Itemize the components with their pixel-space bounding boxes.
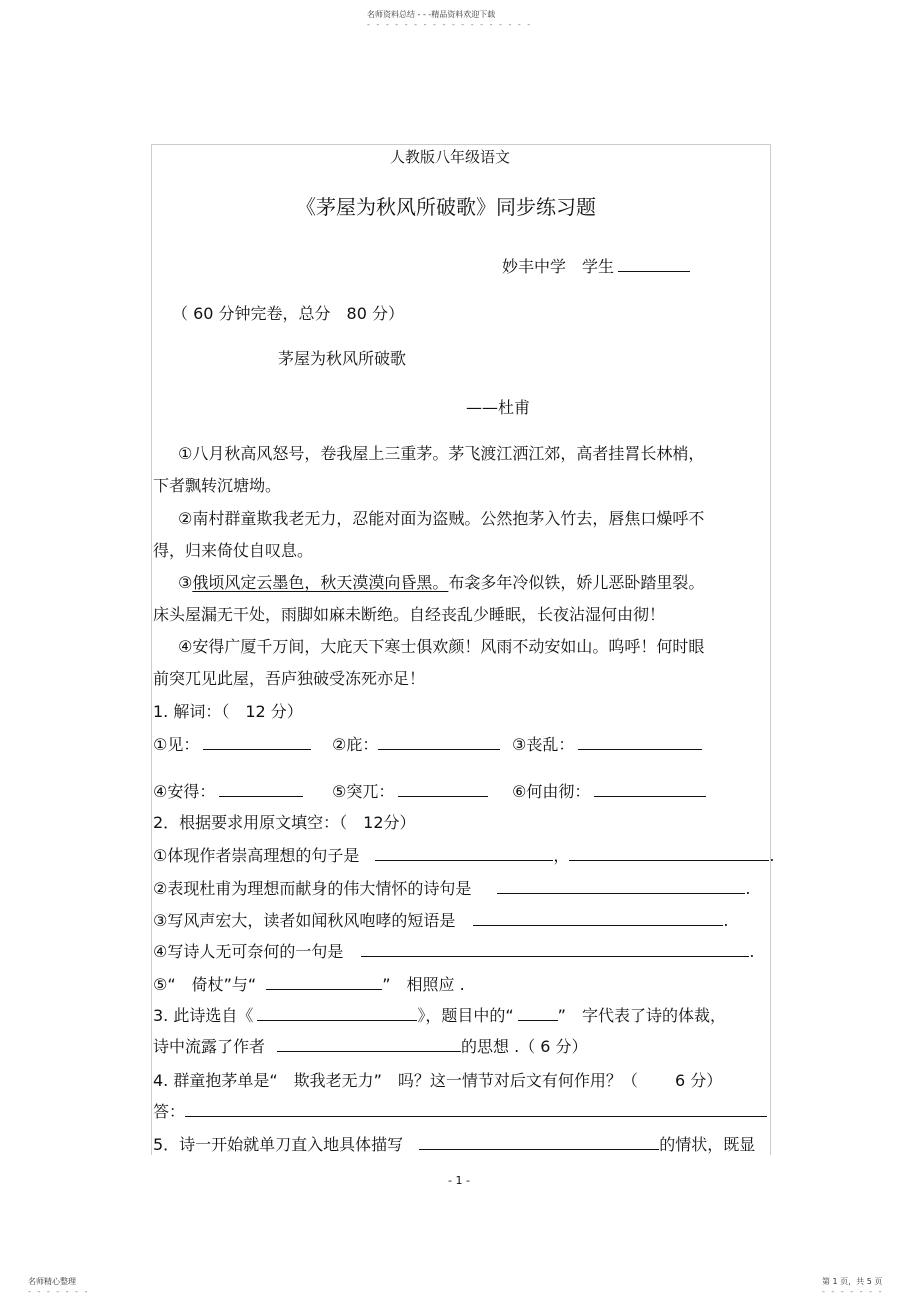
q2-item-1-blank-b[interactable]	[569, 846, 769, 861]
student-name-blank[interactable]	[618, 257, 690, 272]
q1-item-4-label: ④安得：	[153, 782, 216, 801]
stanza-3-line-2: 床头屋漏无干处，雨脚如麻未断绝。自经丧乱少睡眠，长夜沾湿何由彻！	[153, 605, 666, 624]
q1-item-6-label: ⑥何由彻：	[512, 782, 591, 801]
q1-item-1-blank[interactable]	[203, 735, 311, 750]
q4-answer-label: 答：	[153, 1102, 186, 1121]
q1-item-3	[512, 732, 702, 755]
q3-line-2-a: 诗中流露了作者	[153, 1037, 266, 1056]
q1-item-2-label: ②庇：	[332, 735, 379, 754]
grade-title: 人教版八年级语文	[390, 148, 511, 166]
q1-item-5-blank[interactable]	[398, 782, 488, 797]
q1-item-4-blank[interactable]	[219, 782, 303, 797]
q2-item-3-blank[interactable]	[473, 911, 723, 926]
footer-right-text: 第 1 页，共 5 页	[822, 1277, 883, 1286]
q2-item-2	[153, 876, 750, 899]
poem-title: 茅屋为秋风所破歌	[278, 349, 407, 368]
stanza-3-rest: 布衾多年冷似铁，娇儿恶卧踏里裂。	[448, 573, 705, 592]
stanza-3-prefix: ③	[178, 573, 193, 592]
stanza-1-line-1: ①八月秋高风怒号，卷我屋上三重茅。茅飞渡江洒江郊，高者挂罥长林梢，	[178, 444, 705, 463]
q1-item-1-label: ①见：	[153, 735, 200, 754]
school-student-label: 妙丰中学 学生	[502, 257, 615, 276]
q1-heading: 1. 解词：（ 12 分）	[153, 702, 303, 721]
q1-item-3-blank[interactable]	[578, 735, 702, 750]
page-number: - 1 -	[448, 1174, 470, 1187]
q2-item-5	[153, 972, 465, 995]
period: .	[769, 846, 775, 865]
q2-item-4-label: ④写诗人无可奈何的一句是	[153, 942, 344, 961]
q2-item-2-label: ②表现杜甫为理想而献身的伟大情怀的诗句是	[153, 879, 472, 898]
stanza-4-line-1: ④安得广厦千万间，大庇天下寒士俱欢颜！风雨不动安如山。呜呼！何时眼	[178, 637, 705, 656]
q1-item-2-blank[interactable]	[378, 735, 500, 750]
q2-item-1-label: ①体现作者崇高理想的句子是	[153, 846, 360, 865]
q5-blank[interactable]	[419, 1135, 659, 1150]
q2-item-3	[153, 908, 728, 931]
period: .	[745, 879, 751, 898]
q3-genre-blank[interactable]	[518, 1006, 558, 1021]
stanza-3-line-1	[178, 570, 704, 593]
stanza-1-line-2: 下者飘转沉塘坳。	[153, 476, 282, 495]
q2-item-1	[153, 843, 774, 866]
stanza-4-line-2: 前突兀见此屋，吾庐独破受冻死亦足！	[153, 669, 426, 688]
q1-item-5	[332, 779, 488, 802]
q2-heading: 2．根据要求用原文填空：（ 12分）	[153, 813, 416, 832]
comma: ，	[553, 846, 570, 865]
q2-item-5-prefix: ⑤“ 倚杖”与“	[153, 975, 257, 994]
q2-item-2-blank[interactable]	[497, 879, 745, 894]
q4-answer	[153, 1099, 767, 1122]
q1-item-5-label: ⑤突兀：	[332, 782, 395, 801]
footer-right-dots: - - - - - - -	[822, 1287, 884, 1296]
q1-item-2	[332, 732, 500, 755]
q1-item-3-label: ③丧乱：	[512, 735, 575, 754]
q5-part-a: 5．诗一开始就单刀直入地具体描写	[153, 1135, 404, 1154]
q3-line-2-b: 的思想 .（ 6 分）	[461, 1037, 588, 1056]
main-title: 《茅屋为秋风所破歌》同步练习题	[296, 195, 596, 219]
q3-part-c: ” 字代表了诗的体裁，	[557, 1006, 726, 1025]
q3-part-a: 3. 此诗选自《	[153, 1006, 254, 1025]
q3-part-b: 》，题目中的“	[417, 1006, 514, 1025]
q2-item-4	[153, 939, 754, 962]
footer-left-text: 名师精心整理	[28, 1277, 76, 1286]
q3-book-blank[interactable]	[257, 1006, 417, 1021]
stanza-2-line-2: 得，归来倚仗自叹息。	[153, 541, 314, 560]
q2-item-4-blank[interactable]	[361, 942, 749, 957]
school-line	[502, 254, 690, 277]
q5-part-b: 的情状，既显	[659, 1135, 756, 1154]
period: .	[749, 942, 755, 961]
q2-item-5-blank[interactable]	[266, 975, 382, 990]
stanza-3-underlined: 俄顷风定云墨色，秋天漠漠向昏黑。	[192, 573, 449, 592]
q4-heading: 4. 群童抱茅单是“ 欺我老无力” 吗？这一情节对后文有何作用？（ 6 分）	[153, 1071, 723, 1090]
q3-thought-blank[interactable]	[277, 1037, 461, 1052]
q3-line-1	[153, 1003, 726, 1026]
time-note: （ 60 分钟完卷，总分 80 分）	[172, 304, 404, 323]
q2-item-3-label: ③写风声宏大，读者如闻秋风咆哮的短语是	[153, 911, 456, 930]
q3-line-2	[153, 1034, 588, 1057]
q1-item-4	[153, 779, 303, 802]
period: .	[723, 911, 729, 930]
footer-left-dots: - - - - - - -	[28, 1287, 90, 1296]
page-header-dots: - - - - - - - - - - - - - - - - - -	[367, 20, 533, 29]
page-header-text: 名师资料总结 - - -精品资料欢迎下载	[367, 10, 496, 19]
q1-item-6-blank[interactable]	[594, 782, 706, 797]
q2-item-1-blank-a[interactable]	[375, 846, 553, 861]
q1-item-6	[512, 779, 706, 802]
q4-answer-blank[interactable]	[185, 1102, 767, 1117]
poem-author: ——杜甫	[466, 398, 531, 417]
q2-item-5-suffix: ” 相照应 .	[382, 975, 465, 994]
q5-line	[153, 1132, 755, 1155]
stanza-2-line-1: ②南村群童欺我老无力，忍能对面为盗贼。公然抱茅入竹去，唇焦口燥呼不	[178, 509, 705, 528]
q1-item-1	[153, 732, 311, 755]
